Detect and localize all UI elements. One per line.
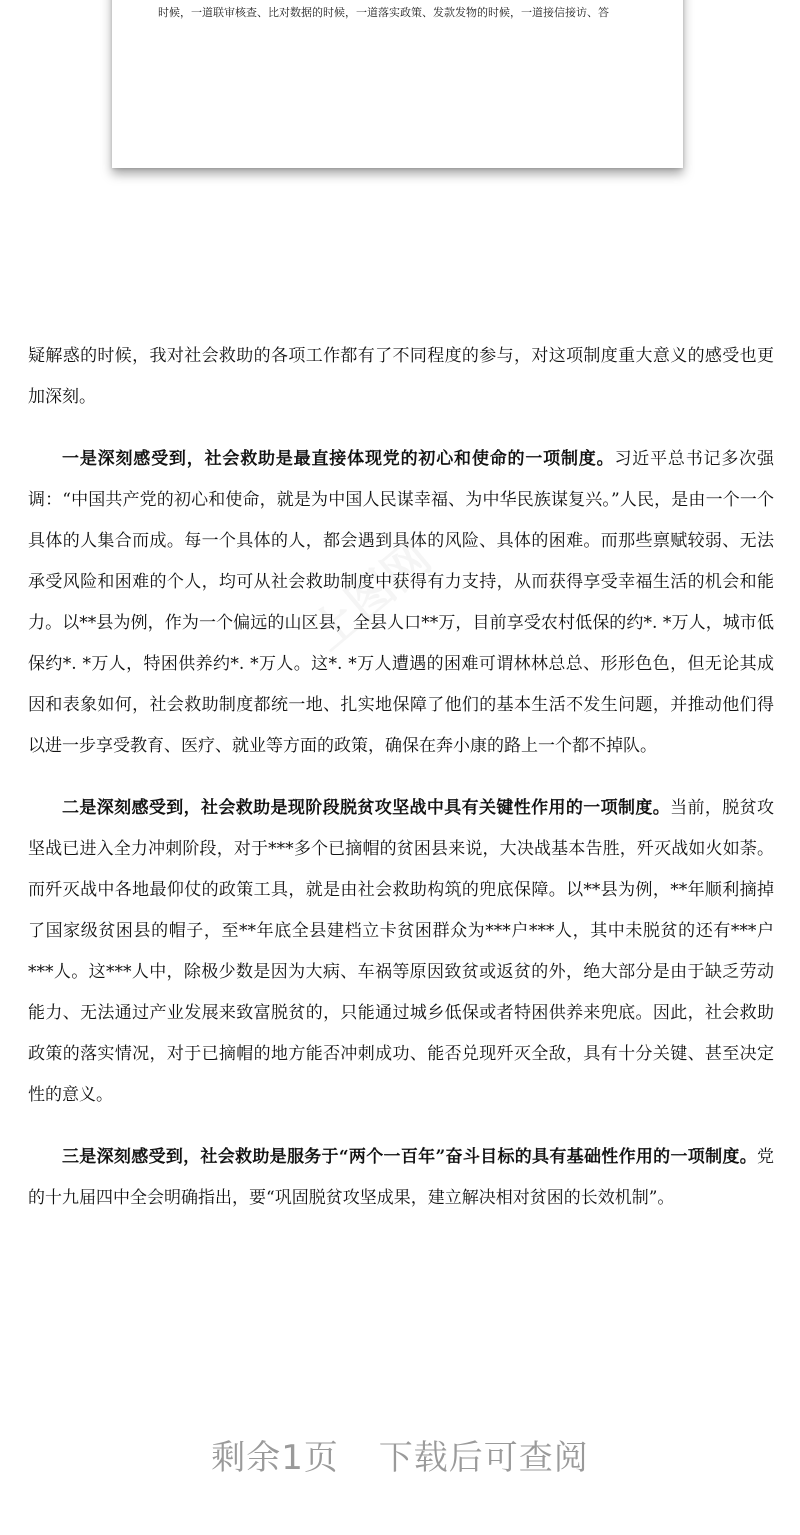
point-two-text: 当前，脱贫攻坚战已进入全力冲刺阶段，对于***多个已摘帽的贫困县来说，大决战基本告胜，歼灭战如火如荼。而歼灭战中各地最仰仗的政策工具，就是由社会救助构筑的兜底保障。以**县为例，**年顺利摘掉了国家级贫困县的帽子，至**年底全县建档立卡贫困群众为***户***人，其中未脱贫的还有***户***人。这***人中，除极少数是因为大病、车祸等原因致贫或返贫的外，绝大部分是由于缺乏劳动能力、无法通过产业发展来致富脱贫的，只能通过城乡低保或者特困供养来兜底。因此，社会救助政策的落实情况，对于已摘帽的地方能否冲刺成功、能否兑现歼灭全敌，具有十分关键、甚至决定性的意义。 (28, 798, 774, 1105)
preview-page-snippet: 时候，一道联审核查、比对数据的时候，一道落实政策、发款发物的时候，一道接信接访、答 (158, 6, 609, 19)
point-three-text: 党的十九届四中全会明确指出，要“巩固脱贫攻坚成果，建立解决相对贫困的长效机制”。 (28, 1147, 774, 1208)
paragraph-point-two (28, 788, 774, 1116)
point-one-text: 习近平总书记多次强调：“中国共产党的初心和使命，就是为中国人民谋幸福、为中华民族谋复兴。”人民，是由一个一个具体的人集合而成。每一个具体的人，都会遇到具体的风险、具体的困难。而那些禀赋较弱、无法承受风险和困难的个人，均可从社会救助制度中获得有力支持，从而获得享受幸福生活的机会和能力。以**县为例，作为一个偏远的山区县，全县人口**万，目前享受农村低保的约*. *万人，城市低保约*. *万人，特困供养约*. *万人。这*. *万人遭遇的困难可谓林林总总、形形色色，但无论其成因和表象如何，社会救助制度都统一地、扎实地保障了他们的基本生活不发生问题，并推动他们得以进一步享受教育、医疗、就业等方面的政策，确保在奔小康的路上一个都不掉队。 (28, 449, 775, 756)
point-three-heading: 三是深刻感受到，社会救助是服务于“两个一百年”奋斗目标的具有基础性作用的一项制度。 (62, 1147, 757, 1167)
download-more-banner[interactable] (0, 1430, 800, 1479)
paragraph-continuation: 疑解惑的时候，我对社会救助的各项工作都有了不同程度的参与，对这项制度重大意义的感受也更加深刻。 (28, 346, 774, 407)
point-two-heading: 二是深刻感受到，社会救助是现阶段脱贫攻坚战中具有关键性作用的一项制度。 (62, 798, 671, 818)
point-one-heading: 一是深刻感受到，社会救助是最直接体现党的初心和使命的一项制度。 (62, 449, 615, 469)
paragraph-point-one (28, 439, 774, 767)
download-hint-label[interactable]: 下载后可查阅 (378, 1438, 589, 1478)
preview-page-card (112, 0, 683, 168)
paragraph-point-three (28, 1137, 774, 1219)
document-body (28, 336, 774, 1219)
remaining-pages-label[interactable]: 剩余1页 (211, 1438, 339, 1478)
